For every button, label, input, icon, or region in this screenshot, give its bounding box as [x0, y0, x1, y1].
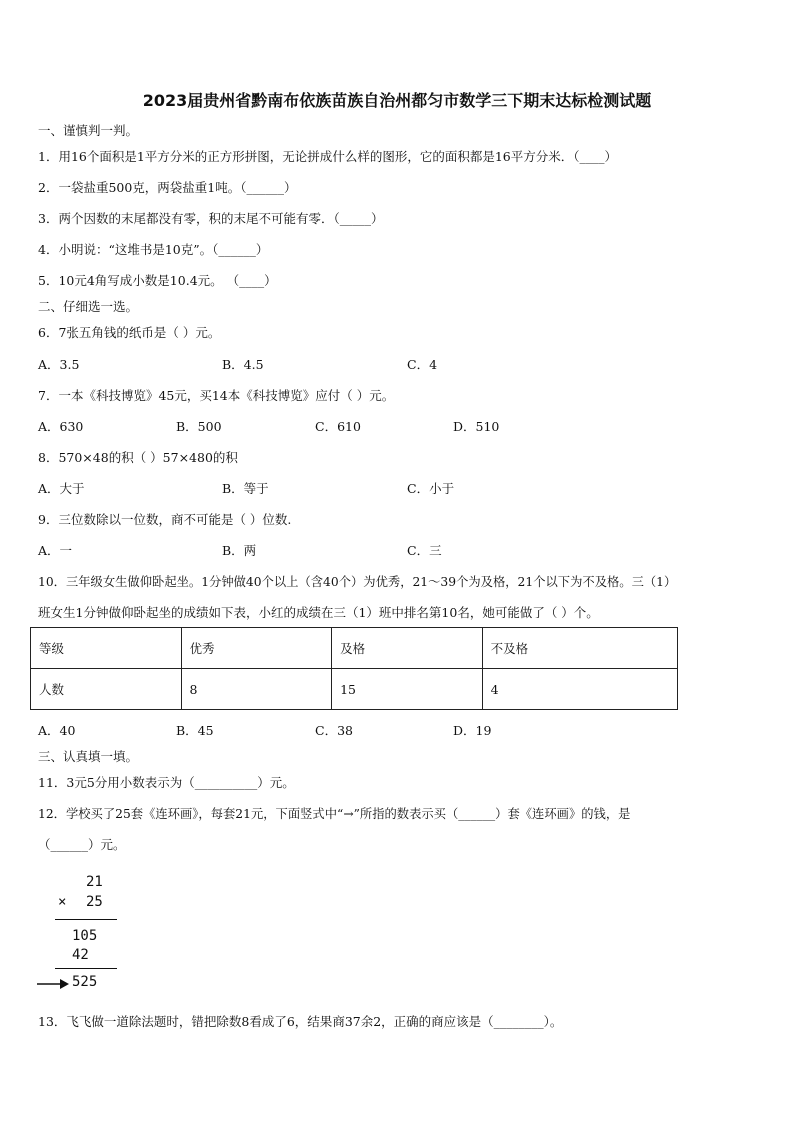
table-cell: 不及格	[482, 628, 677, 669]
question-13: 13．飞飞做一道除法题时，错把除数8看成了6，结果商37余2，正确的商应该是（________）。	[38, 1014, 563, 1029]
section-heading-fill: 三、认真填一填。	[38, 749, 139, 764]
q8-option-b: B．等于	[222, 481, 269, 496]
question-12-line-2: （______）元。	[38, 837, 126, 852]
question-7: 7．一本《科技博览》45元，买14本《科技博览》应付（ ）元。	[38, 388, 395, 403]
question-10-line-2: 班女生1分钟做仰卧起坐的成绩如下表，小红的成绩在三（1）班中排名第10名，她可能做了（ ）个。	[38, 605, 599, 620]
question-1: 1．用16个面积是1平方分米的正方形拼图，无论拼成什么样的图形，它的面积都是16平方分米．（____）	[38, 149, 617, 164]
q6-option-c: C．4	[407, 357, 438, 372]
q6-option-a: A．3.5	[38, 357, 80, 372]
arrow-right-icon	[36, 977, 70, 991]
q8-option-c: C．小于	[407, 481, 455, 496]
question-9: 9．三位数除以一位数，商不可能是（ ）位数.	[38, 512, 292, 527]
table-cell: 15	[332, 669, 483, 710]
q10-option-d: D．19	[453, 723, 492, 738]
calc-multiplier: 25	[86, 894, 103, 910]
q9-option-a: A．一	[38, 543, 73, 558]
calc-times-sign: ×	[58, 894, 67, 910]
section-heading-choice: 二、仔细选一选。	[38, 299, 139, 314]
question-2: 2．一袋盐重500克，两袋盐重1吨。（______）	[38, 180, 297, 195]
calc-rule-2	[55, 968, 117, 969]
table-cell: 4	[482, 669, 677, 710]
q7-option-d: D．510	[453, 419, 500, 434]
calc-rule-1	[55, 919, 117, 920]
question-4: 4．小明说：“这堆书是10克”。（______）	[38, 242, 269, 257]
question-6: 6．7张五角钱的纸币是（ ）元。	[38, 325, 221, 340]
table-cell: 及格	[332, 628, 483, 669]
page-title: 2023届贵州省黔南布依族苗族自治州都匀市数学三下期末达标检测试题	[142, 91, 652, 110]
q10-option-c: C．38	[315, 723, 353, 738]
table-row	[31, 628, 678, 669]
table-cell: 优秀	[181, 628, 332, 669]
section-heading-judge: 一、谨慎判一判。	[38, 123, 139, 138]
q6-option-b: B．4.5	[222, 357, 264, 372]
q7-option-a: A．630	[38, 419, 84, 434]
question-5: 5．10元4角写成小数是10.4元。 （____）	[38, 273, 277, 288]
calc-multiplicand: 21	[86, 874, 103, 890]
q9-option-b: B．两	[222, 543, 257, 558]
question-11: 11．3元5分用小数表示为（__________）元。	[38, 775, 295, 790]
table-cell: 8	[181, 669, 332, 710]
table-row	[31, 669, 678, 710]
grade-table	[30, 627, 678, 710]
q7-option-b: B．500	[176, 419, 222, 434]
table-cell: 等级	[31, 628, 182, 669]
question-3: 3．两个因数的末尾都没有零，积的末尾不可能有零．（_____）	[38, 211, 384, 226]
q9-option-c: C．三	[407, 543, 442, 558]
vertical-multiplication	[30, 870, 150, 1000]
calc-partial-product-1: 105	[72, 928, 98, 944]
q10-option-a: A．40	[38, 723, 76, 738]
table-cell: 人数	[31, 669, 182, 710]
q7-option-c: C．610	[315, 419, 361, 434]
question-8: 8．570×48的积（ ）57×480的积	[38, 450, 238, 465]
q8-option-a: A．大于	[38, 481, 85, 496]
calc-partial-product-2: 42	[72, 947, 89, 963]
question-10-line-1: 10．三年级女生做仰卧起坐。1分钟做40个以上（含40个）为优秀，21～39个为及格，21个以下为不及格。三（1）	[38, 575, 677, 589]
question-12-line-1: 12．学校买了25套《连环画》，每套21元，下面竖式中“→”所指的数表示买（______）套《连环画》的钱，是	[38, 807, 631, 821]
q10-option-b: B．45	[176, 723, 214, 738]
calc-result: 525	[72, 974, 98, 990]
